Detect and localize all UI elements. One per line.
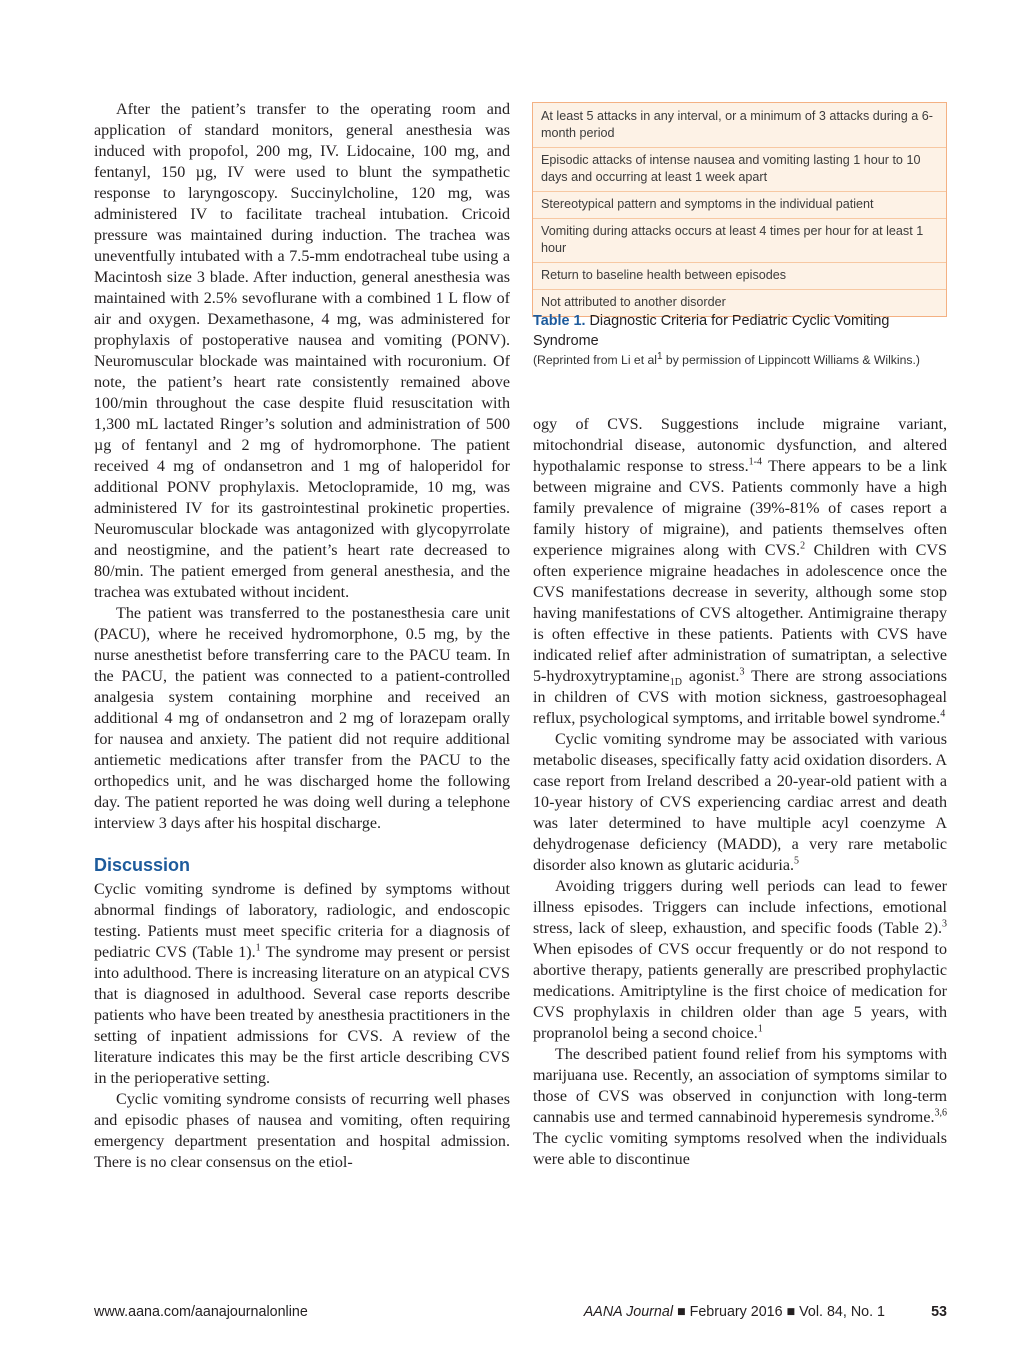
subscript: 1D <box>669 677 682 689</box>
caption-credit <box>533 352 947 368</box>
text-run: ogy of CVS. Suggestions include migraine variant, mitochondrial disease, autonomic dysfunction, and altered hypothalamic response to stress. <box>533 416 947 475</box>
discussion-heading: Discussion <box>94 855 191 875</box>
caption-text: Diagnostic Criteria for Pediatric Cyclic Vomiting Syndrome <box>533 313 890 349</box>
text-run: Cyclic vomiting syndrome may be associated with various metabolic diseases, specifically fatty acid oxidation disorders. A case report from Ireland described a 20-year-old patient with a 10-year history of CVS experiencing cardiac arrest and death was later determined to have multiple acyl coenzyme A dehydrogenase deficiency (MADD), a very rare metabolic disorder also known as glutaric aciduria. <box>533 731 947 874</box>
right-text-column <box>533 414 947 1170</box>
table-row: At least 5 attacks in any interval, or a minimum of 3 attacks during a 6-month period <box>541 109 933 140</box>
journal-url-link[interactable]: www.aana.com/aanajournalonline <box>94 1304 308 1320</box>
journal-issue: ■ February 2016 ■ Vol. 84, No. 1 <box>673 1304 885 1320</box>
text-run: There appears to be a link between migraine and CVS. Patients commonly have a high family prevalence of migraine (39%-81% of cases report a family history of migraine), and patients themselves often experience migraines along with CVS. <box>533 458 947 559</box>
body-paragraph: After the patient’s transfer to the operating room and application of standard monitors, general anesthesia was induced with propofol, 200 mg, IV. Lidocaine, 100 mg, and fentanyl, 150 µg, IV were used to blunt the sympathetic response to laryngoscopy. Succinylcholine, 120 mg, was administered IV to facilitate tracheal intubation. Cricoid pressure was maintained during induction. The trachea was uneventfully intubated with a 7.5-mm endotracheal tube using a Macintosh size 3 blade. After induction, general anesthesia was maintained with 2.5% sevoflurane with a combined 1 L flow of air and oxygen. Dexamethasone, 4 mg, was administered for prophylaxis of postoperative nausea and vomiting (PONV). Neuromuscular blockade was maintained with rocuronium. Of note, the patient’s heart rate consistently remained above 100/min throughout the case despite fluid resuscitation with 1,300 mL lactated Ringer’s solution and administration of 500 µg of fentanyl and 2 mg of hydromorphone. The patient received 4 mg of ondansetron and 1 mg of haloperidol for additional PONV prophylaxis. Metoclopramide, 10 mg, was administered IV for its gastrointestinal prokinetic properties. Neuromuscular blockade was antagonized with glycopyrrolate and neostigmine, and the patient’s heart rate decreased to 80/min. The patient emerged from general anesthesia, and the trachea was extubated without incident. <box>94 101 510 601</box>
body-paragraph <box>533 1044 947 1170</box>
citation-superscript: 1 <box>757 1023 763 1035</box>
journal-citation <box>584 1304 885 1320</box>
text-run: The cyclic vomiting symptoms resolved when the individuals were able to discontinue <box>533 1130 947 1168</box>
text-run: Children with CVS often experience migraine headaches in adolescence once the CVS manifestations decrease in severity, although some stop having manifestations of CVS altogether. Antimigraine therapy is often effective in these patients. Patients with CVS have indicated relief after administration of sumatriptan, a selective 5-hydroxytryptamine <box>533 542 947 685</box>
page-footer <box>94 1304 947 1324</box>
citation-superscript: 3 <box>739 666 745 678</box>
citation-superscript: 1 <box>656 350 663 362</box>
body-paragraph: Cyclic vomiting syndrome consists of recurring well phases and episodic phases of nausea and vomiting, often requiring emergency department presentation and hospital admission. There is no clear consensus on the etiol- <box>94 1091 510 1171</box>
table-row: Return to baseline health between episodes <box>533 262 946 289</box>
citation-superscript: 5 <box>794 855 799 867</box>
text-run: agonist. <box>682 668 740 685</box>
caption-label: Table 1. <box>533 313 586 329</box>
text-run: The syndrome may present or persist into adulthood. There is increasing literature on an atypical CVS that is diagnosed in adulthood. Several case reports describe patients who have been treated by anesthesia practitioners in the setting of inpatient admissions for CVS. A review of the literature indicates this may be the first article describing CVS in the perioperative setting. <box>94 944 510 1087</box>
table-caption <box>533 311 947 368</box>
body-paragraph <box>533 414 947 729</box>
text-run: Cyclic vomiting syndrome is defined by symptoms without abnormal findings of laboratory, radiologic, and endoscopic testing. Patients must meet specific criteria for a diagnosis of pediatric CVS (Table 1). <box>94 881 510 961</box>
table-row: Stereotypical pattern and symptoms in the individual patient <box>533 191 946 218</box>
body-paragraph <box>94 879 510 1089</box>
credit-text: by permission of Lippincott Williams & Wilkins.) <box>662 353 920 367</box>
citation-superscript: 1 <box>255 942 261 954</box>
table-row: Episodic attacks of intense nausea and vomiting lasting 1 hour to 10 days and occurring at least 1 week apart <box>533 147 946 191</box>
text-run: The described patient found relief from his symptoms with marijuana use. Recently, an association of symptoms similar to those of CVS was observed in conjunction with long-term cannabis use and termed cannabinoid hyperemesis syndrome. <box>533 1046 947 1126</box>
body-paragraph: The patient was transferred to the postanesthesia care unit (PACU), where he received hydromorphone, 0.5 mg, by the nurse anesthetist before transferring care to the PACU team. In the PACU, the patient was connected to a patient-controlled analgesia system containing morphine and received an additional 4 mg of ondansetron and 2 mg of lorazepam orally for nausea and anxiety. The patient did not require additional antiemetic medications after transfer from the PACU to the orthopedics unit, and he was discharged home the following day. The patient reported he was doing well during a telephone interview 3 days after his hospital discharge. <box>94 605 510 832</box>
text-run: Avoiding triggers during well periods can lead to fewer illness episodes. Triggers can include infections, emotional stress, lack of sleep, exhaustion, and specific foods (Table 2). <box>533 878 947 937</box>
body-paragraph <box>533 729 947 876</box>
credit-text: (Reprinted from Li et al <box>533 353 657 367</box>
text-run: There are strong associations in children of CVS with motion sickness, gastroesophageal reflux, psychological symptoms, and irritable bowel syndrome. <box>533 668 947 727</box>
text-run: When episodes of CVS occur frequently or do not respond to abortive therapy, patients generally are prescribed prophylactic medications. Amitriptyline is the first choice of medication for CVS prophylaxis in children older than age 5 years, with propranolol being a second choice. <box>533 941 947 1042</box>
journal-name: AANA Journal <box>583 1304 674 1320</box>
citation-superscript: 3 <box>942 918 947 930</box>
citation-superscript: 3,6 <box>934 1107 947 1119</box>
caption-title <box>533 311 947 351</box>
table-1-criteria <box>532 102 947 317</box>
citation-superscript: 4 <box>940 708 946 720</box>
page-number: 53 <box>931 1304 947 1320</box>
table-row: Vomiting during attacks occurs at least 4 times per hour for at least 1 hour <box>533 218 946 262</box>
citation-superscript: 2 <box>800 540 806 552</box>
table-row: Not attributed to another disorder <box>533 289 946 316</box>
citation-superscript: 1-4 <box>748 456 762 468</box>
left-text-column <box>94 99 510 1173</box>
body-paragraph <box>533 876 947 1044</box>
